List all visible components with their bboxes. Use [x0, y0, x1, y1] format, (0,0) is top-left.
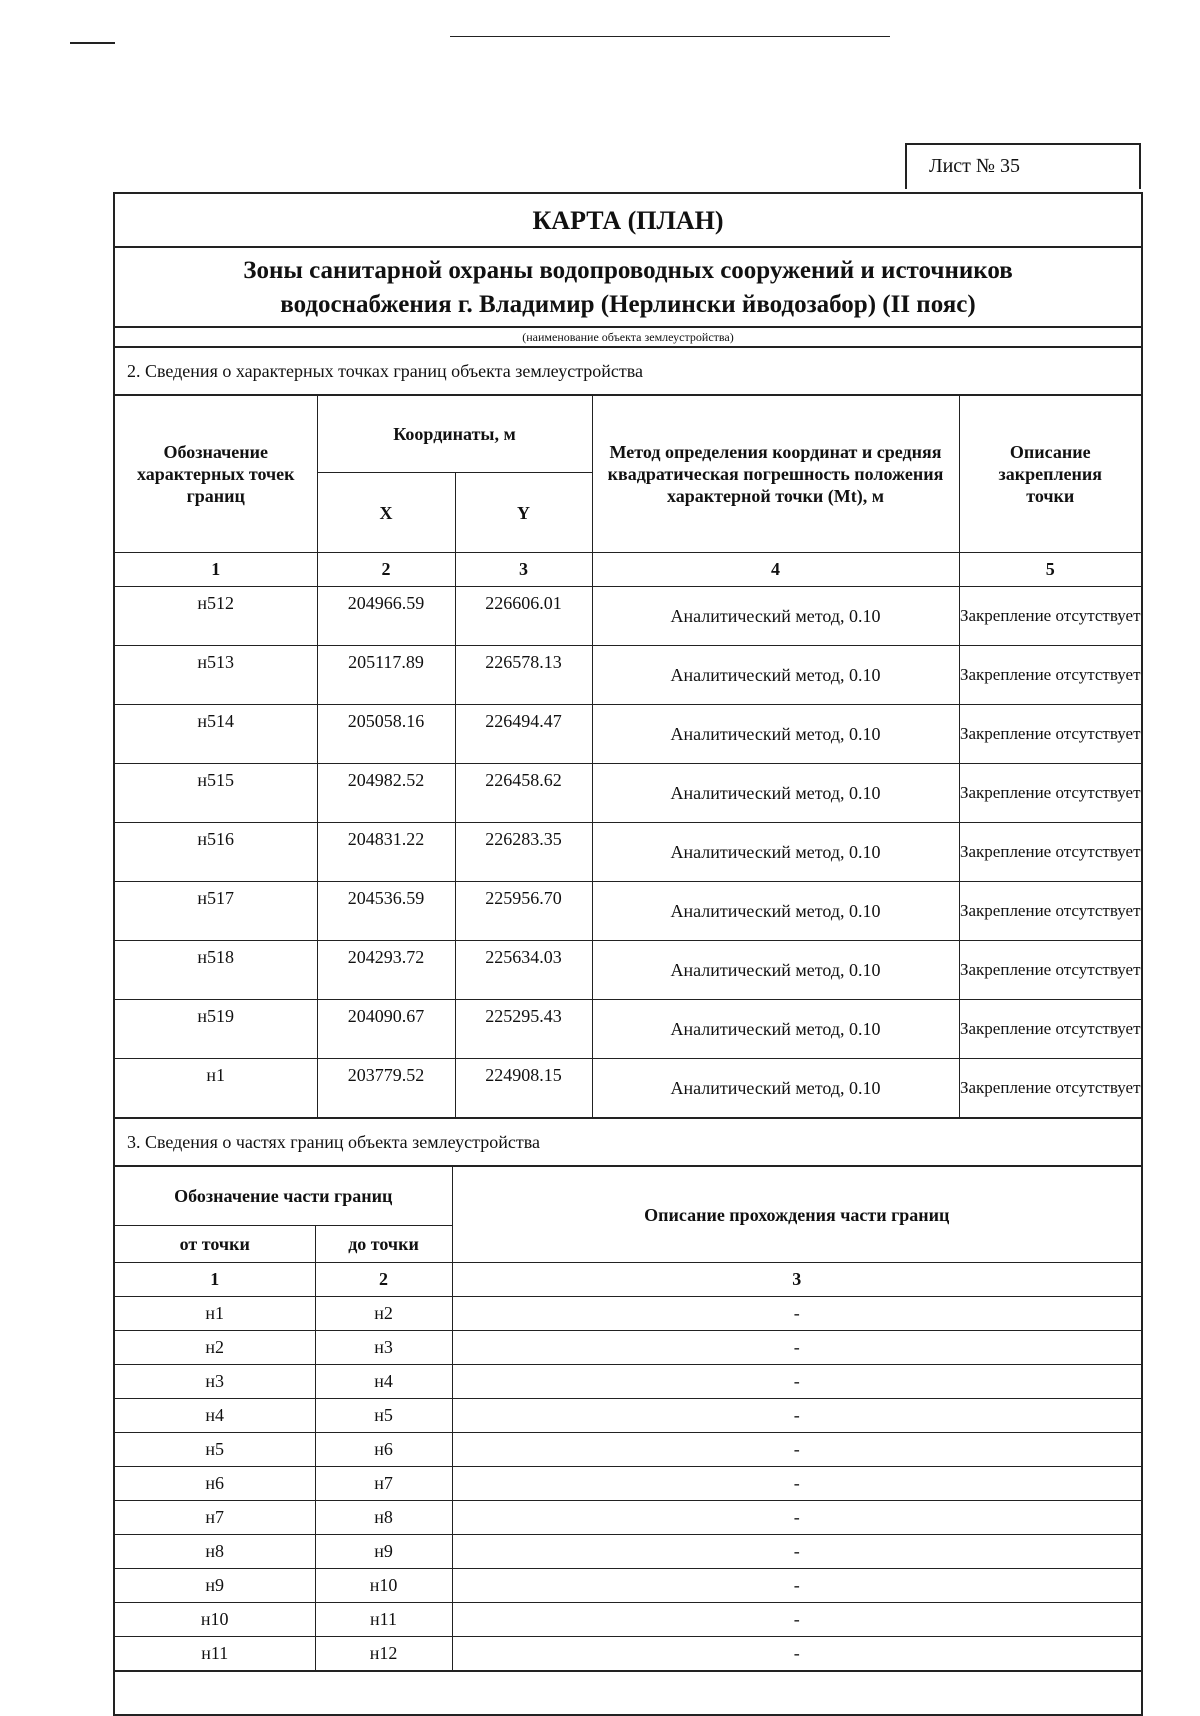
from-point: н8 — [115, 1535, 315, 1569]
header-description: Описание прохождения части границ — [452, 1167, 1141, 1263]
column-number: 2 — [315, 1263, 452, 1297]
header-part: Обозначение части границ — [115, 1167, 452, 1226]
point-id: н518 — [115, 941, 317, 1000]
header-to: до точки — [315, 1226, 452, 1263]
from-point: н4 — [115, 1399, 315, 1433]
part-description: - — [452, 1603, 1141, 1637]
coord-y: 225295.43 — [455, 1000, 592, 1059]
fixing-description: Закрепление отсутствует — [959, 764, 1141, 823]
point-id: н1 — [115, 1059, 317, 1119]
fixing-description: Закрепление отсутствует — [959, 1000, 1141, 1059]
to-point: н5 — [315, 1399, 452, 1433]
header-method: Метод определения координат и средняя квадратическая погрешность положения характерной точки (Mt), м — [592, 396, 959, 553]
part-description: - — [452, 1501, 1141, 1535]
section3-heading: 3. Сведения о частях границ объекта землеустройства — [115, 1119, 1141, 1167]
fixing-description: Закрепление отсутствует — [959, 823, 1141, 882]
coord-x: 204966.59 — [317, 587, 455, 646]
to-point: н11 — [315, 1603, 452, 1637]
coord-y: 224908.15 — [455, 1059, 592, 1119]
points-table — [115, 396, 1141, 1119]
from-point: н10 — [115, 1603, 315, 1637]
to-point: н6 — [315, 1433, 452, 1467]
method: Аналитический метод, 0.10 — [592, 764, 959, 823]
fixing-description: Закрепление отсутствует — [959, 941, 1141, 1000]
point-id: н517 — [115, 882, 317, 941]
coord-x: 205117.89 — [317, 646, 455, 705]
from-point: н6 — [115, 1467, 315, 1501]
from-point: н1 — [115, 1297, 315, 1331]
object-caption: (наименование объекта землеустройства) — [115, 328, 1141, 348]
header-x: X — [317, 473, 455, 553]
scan-artifact-line — [70, 42, 115, 44]
to-point: н9 — [315, 1535, 452, 1569]
column-number: 1 — [115, 553, 317, 587]
table-row — [115, 587, 1141, 646]
part-description: - — [452, 1637, 1141, 1672]
coord-x: 204982.52 — [317, 764, 455, 823]
table-row — [115, 1603, 1141, 1637]
table-row — [115, 1637, 1141, 1672]
coord-y: 226606.01 — [455, 587, 592, 646]
table-row — [115, 1000, 1141, 1059]
scan-artifact-line — [450, 36, 890, 37]
to-point: н2 — [315, 1297, 452, 1331]
object-name — [115, 248, 1141, 328]
method: Аналитический метод, 0.10 — [592, 1059, 959, 1119]
part-description: - — [452, 1467, 1141, 1501]
column-number: 4 — [592, 553, 959, 587]
table-row — [115, 882, 1141, 941]
object-name-line1: Зоны санитарной охраны водопроводных сооружений и источников — [243, 257, 1013, 284]
blank-row — [115, 1672, 1141, 1714]
to-point: н7 — [315, 1467, 452, 1501]
parts-table — [115, 1167, 1141, 1672]
method: Аналитический метод, 0.10 — [592, 823, 959, 882]
table-row — [115, 1399, 1141, 1433]
table-row — [115, 1433, 1141, 1467]
coord-y: 226283.35 — [455, 823, 592, 882]
table-row — [115, 1331, 1141, 1365]
method: Аналитический метод, 0.10 — [592, 646, 959, 705]
point-id: н516 — [115, 823, 317, 882]
point-id: н514 — [115, 705, 317, 764]
table-row — [115, 823, 1141, 882]
to-point: н4 — [315, 1365, 452, 1399]
point-id: н515 — [115, 764, 317, 823]
fixing-description: Закрепление отсутствует — [959, 705, 1141, 764]
fixing-description: Закрепление отсутствует — [959, 1059, 1141, 1119]
sheet-number: Лист № 35 — [905, 143, 1141, 189]
coord-y: 225634.03 — [455, 941, 592, 1000]
part-description: - — [452, 1399, 1141, 1433]
fixing-description: Закрепление отсутствует — [959, 646, 1141, 705]
part-description: - — [452, 1331, 1141, 1365]
column-number: 2 — [317, 553, 455, 587]
table-row — [115, 1569, 1141, 1603]
point-id: н512 — [115, 587, 317, 646]
table-row — [115, 941, 1141, 1000]
method: Аналитический метод, 0.10 — [592, 1000, 959, 1059]
from-point: н3 — [115, 1365, 315, 1399]
header-from: от точки — [115, 1226, 315, 1263]
from-point: н2 — [115, 1331, 315, 1365]
fixing-description: Закрепление отсутствует — [959, 587, 1141, 646]
part-description: - — [452, 1569, 1141, 1603]
to-point: н10 — [315, 1569, 452, 1603]
method: Аналитический метод, 0.10 — [592, 705, 959, 764]
table-row — [115, 1501, 1141, 1535]
column-number: 3 — [452, 1263, 1141, 1297]
coord-x: 204831.22 — [317, 823, 455, 882]
table-row — [115, 764, 1141, 823]
column-number: 1 — [115, 1263, 315, 1297]
to-point: н8 — [315, 1501, 452, 1535]
table-row — [115, 705, 1141, 764]
document-frame — [113, 192, 1143, 1716]
object-name-line2: водоснабжения г. Владимир (Нерлински йводозабор) (II пояс) — [280, 291, 976, 318]
coord-y: 226458.62 — [455, 764, 592, 823]
coord-y: 226578.13 — [455, 646, 592, 705]
fixing-description: Закрепление отсутствует — [959, 882, 1141, 941]
header-coords: Координаты, м — [317, 396, 592, 473]
coord-y: 225956.70 — [455, 882, 592, 941]
table-row — [115, 646, 1141, 705]
column-number: 5 — [959, 553, 1141, 587]
coord-x: 204536.59 — [317, 882, 455, 941]
table-row — [115, 1365, 1141, 1399]
from-point: н11 — [115, 1637, 315, 1672]
coord-x: 204090.67 — [317, 1000, 455, 1059]
to-point: н12 — [315, 1637, 452, 1672]
from-point: н9 — [115, 1569, 315, 1603]
table-row — [115, 1467, 1141, 1501]
coord-x: 203779.52 — [317, 1059, 455, 1119]
method: Аналитический метод, 0.10 — [592, 587, 959, 646]
document-title: КАРТА (ПЛАН) — [115, 194, 1141, 248]
part-description: - — [452, 1365, 1141, 1399]
coord-x: 205058.16 — [317, 705, 455, 764]
point-id: н519 — [115, 1000, 317, 1059]
to-point: н3 — [315, 1331, 452, 1365]
table-row — [115, 1297, 1141, 1331]
part-description: - — [452, 1535, 1141, 1569]
part-description: - — [452, 1297, 1141, 1331]
from-point: н7 — [115, 1501, 315, 1535]
section2-heading: 2. Сведения о характерных точках границ объекта землеустройства — [115, 348, 1141, 396]
header-fixing: Описание закрепления точки — [959, 396, 1141, 553]
column-number: 3 — [455, 553, 592, 587]
header-point: Обозначение характерных точек границ — [115, 396, 317, 553]
method: Аналитический метод, 0.10 — [592, 941, 959, 1000]
part-description: - — [452, 1433, 1141, 1467]
table-row — [115, 1535, 1141, 1569]
coord-y: 226494.47 — [455, 705, 592, 764]
table-row — [115, 1059, 1141, 1119]
point-id: н513 — [115, 646, 317, 705]
method: Аналитический метод, 0.10 — [592, 882, 959, 941]
from-point: н5 — [115, 1433, 315, 1467]
coord-x: 204293.72 — [317, 941, 455, 1000]
header-y: Y — [455, 473, 592, 553]
